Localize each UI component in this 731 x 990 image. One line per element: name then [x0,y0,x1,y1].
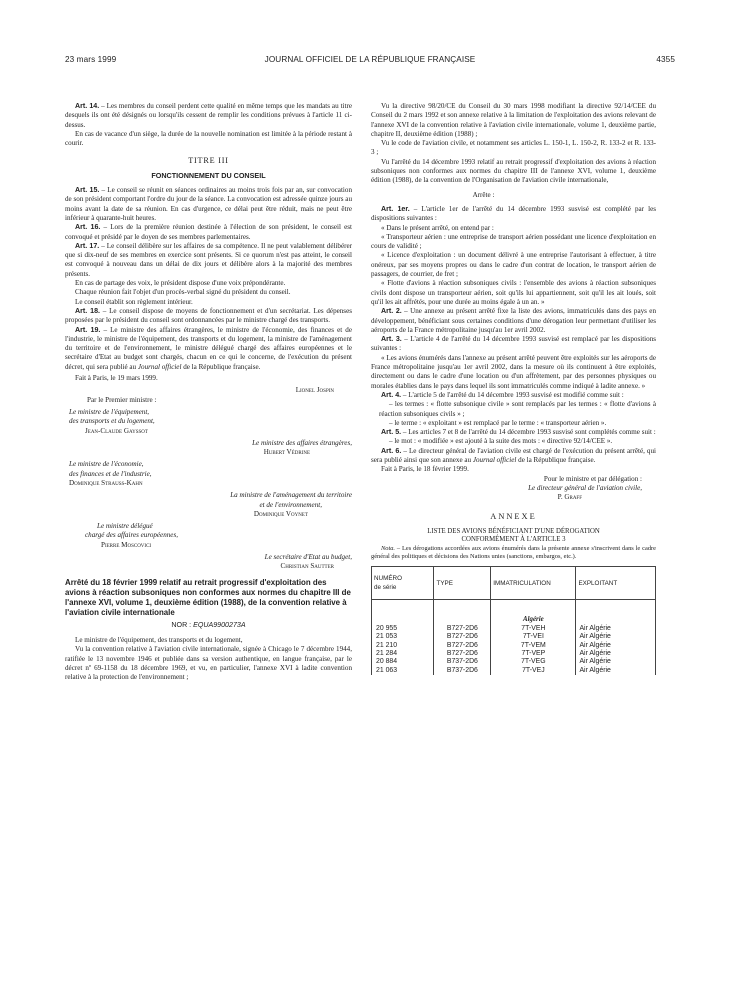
cell-immatriculation: 7T-VEM [491,642,576,650]
visa-convention: Vu la convention relative à l'aviation civile internationale, signée à Chicago le 7 décembre 1944, ratifiée le 13 novembre 1946 et publiée dans sa version authentique, en langue française, par le décret nº 69-1158 du 18 décembre 1969, et vu, en particulier, l'annexe XVI à ladite convention relative à la protection de l'environnement ; [65,645,352,682]
cell-type: B727-2D6 [434,633,491,641]
visa-ministre: Le ministre de l'équipement, des transports et du logement, [75,635,243,644]
cell-immatriculation: 7T-VEH [491,625,576,633]
cell-exploitant: Air Algérie [576,625,656,633]
cell-type: B727-2D6 [434,625,491,633]
signature-block-affaires-etrangeres: Le ministre des affaires étrangères, Hubert Védrine [252,438,352,457]
table-group-row [372,610,656,624]
art-6: Art. 6. – Le directeur général de l'aviation civile est chargé de l'exécution du présent arrêté, qui sera publié ainsi que son annexe au Journal officiel de la République française. [371,446,656,464]
right-column [371,102,656,675]
table-row [372,633,656,641]
col-header-immatriculation: IMMATRICULATION [491,567,576,600]
signature-jospin: Lionel Jospin [295,386,334,395]
arrete-label: Arrête : [472,190,495,199]
table-body [372,600,656,675]
art-1: Art. 1er. – L'article 1er de l'arrêté du 14 décembre 1993 susvisé est complété par les dispositions suivantes : [371,204,656,223]
left-column [65,102,352,682]
art-4-l2: – le terme : « exploitant » est remplacé par le terme : « transporteur aérien ». [389,418,607,427]
cell-type: B737-2D6 [434,658,491,666]
nor-reference: NOR : EQUA9900273A [171,620,246,629]
article-14-b: En cas de vacance d'un siège, la durée de la nouvelle nomination est limitée à la période restant à courir. [65,129,352,148]
header-page-number: 4355 [656,55,675,64]
art-1-q3: « Licence d'exploitation : un document délivré à une entreprise l'autorisant à effectuer, à titre onéreux, par ses moyens propres ou dans le cadre d'un contrat de location, le transport aérien de passagers, de courrier, de fret ; [371,251,656,279]
cell-type: B727-2D6 [434,642,491,650]
cell-exploitant: Air Algérie [576,658,656,666]
cell-numero: 21 284 [372,650,434,658]
article-15: Art. 15. – Le conseil se réunit en séances ordinaires au moins trois fois par an, sur convocation de son président comportant l'ordre du jour de la séance. La convocation est adressée quinze jours au moins avant la date de sa réunion. En cas d'urgence, ce délai peut être réduit, mais ne peut être inférieur à quarante-huit heures. [65,186,352,222]
fait-a-paris-2: Fait à Paris, le 18 février 1999. [381,465,469,474]
cell-exploitant: Air Algérie [576,642,656,650]
art-2: Art. 2. – Une annexe au présent arrêté fixe la liste des avions, immatriculés dans des pays en développement, bénéficiant sous certaines conditions d'une dérogation leur permettant d'utiliser les aéroports de la France métropolitaine jusqu'au 1er avril 2002. [371,307,657,334]
cell-exploitant: Air Algérie [576,650,656,658]
art-5: Art. 5. – Les articles 7 et 8 de l'arrêté du 14 décembre 1993 susvisé sont complétés comme suit : [381,428,656,437]
cell-type: B737-2D6 [434,667,491,675]
titre-heading: TITRE III [188,156,229,166]
cell-exploitant: Air Algérie [576,667,656,675]
visa-code: Vu le code de l'aviation civile, et notamment ses articles L. 150-1, L. 150-2, R. 133-2 et R. 133-3 ; [371,139,656,157]
cell-numero: 21 063 [372,667,434,675]
table-row [372,642,656,650]
article-17-b: En cas de partage des voix, le président dispose d'une voix prépondérante. [75,279,286,288]
header-journal-title: JOURNAL OFFICIEL DE LA RÉPUBLIQUE FRANÇAISE [264,55,476,64]
cell-type: B727-2D6 [434,650,491,658]
cell-numero: 20 955 [372,625,434,633]
table-row [372,650,656,658]
header-date: 23 mars 1999 [65,55,117,64]
art-5-l1: – le mot : « modifiée » est ajouté à la suite des mots : « directive 92/14/CEE ». [389,437,613,446]
cell-immatriculation: 7T-VEP [491,650,576,658]
art-1-q4: « Flotte d'avions à réaction subsoniques civils : l'ensemble des avions à réaction subsoniques civils dont dispose un transporteur aérien, soit qu'ils lui appartiennent, soit qu'il les ait loués, soit qu'il les ait affrétés, pour une durée au moins égale à un an. » [371,279,656,306]
visa-arrete-1993: Vu l'arrêté du 14 décembre 1993 relatif au retrait progressif d'exploitation des avions à réaction subsoniques non conformes aux normes du chapitre III de l'annexe XVI, volume 1, deuxième édition (1988), de la convention de l'Organisation de l'aviation civile internationale, [371,157,656,185]
cell-immatriculation: 7T-VEG [491,658,576,666]
derogation-table [371,566,656,675]
col-header-numero: NUMÉRO de série [372,567,434,600]
table-header-row [372,567,656,600]
arrete-title: Arrêté du 18 février 1999 relatif au retrait progressif d'exploitation des avions à réaction subsoniques non conformes aux normes du chapitre III de l'annexe XVI, volume 1, deuxième édition (1988), de la convention relative à l'aviation civile internationale [65,577,351,617]
art-1-q1: « Dans le présent arrêté, on entend par : [381,223,494,232]
article-19: Art. 19. – Le ministre des affaires étrangères, le ministre de l'économie, des finances et de l'industrie, le ministre de l'équipement, des transports et du logement, la ministre de l'aménagement du territoire et de l'environnement, le ministre délégué chargé des affaires européennes et le secrétaire d'Etat au budget sont chargés, chacun en ce qui le concerne, de l'exécution du présent décret, qui sera publié au Journal officiel de la République française. [65,325,352,371]
fait-a-paris: Fait à Paris, le 19 mars 1999. [75,374,158,383]
article-14: Art. 14. – Les membres du conseil perdent cette qualité en même temps que les mandats au titre desquels ils ont été désignés ou lorsqu'ils cessent de remplir les conditions prévues à l'article 11 ci-dessus. [65,102,352,129]
table-row [372,625,656,633]
article-18: Art. 18. – Le conseil dispose de moyens de fonctionnement et d'un secrétariat. Les dépenses proposées par le président du conseil sont ordonnancées par le ministre chargé des transports. [65,306,352,325]
annexe-note: Nota. – Les dérogations accordées aux avions énumérés dans la présente annexe s'inscrivent dans le cadre général des politiques et décisions des Nations unies (sanctions, embargos, etc.). [371,544,656,561]
visa-directive: Vu la directive 98/20/CE du Conseil du 30 mars 1998 modifiant la directive 92/14/CEE du Conseil du 2 mars 1992 et son annexe relative à la limitation de l'exploitation des avions relevant de l'annexe XVI de la convention relative à l'aviation civile internationale, volume 1, deuxième partie, chapitre II, deuxième édition (1988) ; [371,102,656,138]
article-17-d: Le conseil établit son règlement intérieur. [75,297,193,306]
cell-numero: 21 053 [372,633,434,641]
col-header-type: TYPE [434,567,491,600]
group-label: Algérie [491,610,576,624]
art-4-l1: – les termes : « flotte subsonique civile » sont remplacés par les termes : « flotte d'avions à réaction subsoniques civils » ; [379,400,656,418]
col-header-exploitant: EXPLOITANT [576,567,656,600]
art-1-q2: « Transporteur aérien : une entreprise de transport aérien possédant une licence d'exploitation en cours de validité ; [371,232,656,251]
cell-numero: 21 210 [372,642,434,650]
art-3: Art. 3. – L'article 4 de l'arrêté du 14 décembre 1993 susvisé est remplacé par les dispositions suivantes : [371,335,657,353]
article-17: Art. 17. – Le conseil délibère sur les affaires de sa compétence. Il ne peut valablement délibérer que si dix-neuf de ses membres en exercice sont présents. Si ce quorum n'est pas atteint, le conseil est convoqué à nouveau dans un délai de dix jours et délibère alors à la majorité des membres présents. [65,241,352,278]
signature-block-economie: Le ministre de l'économie, des finances et de l'industrie, Dominique Strauss-Kahn [69,460,152,487]
cell-immatriculation: 7T-VEJ [491,667,576,675]
cell-exploitant: Air Algérie [576,633,656,641]
article-16: Art. 16. – Lors de la première réunion destinée à l'élection de son président, le conseil est convoqué et présidé par le doyen de ses membres parlementaires. [65,223,352,241]
annexe-subtitle: LISTE DES AVIONS BÉNÉFICIANT D'UNE DÉROGATION CONFORMÉMENT À L'ARTICLE 3 [427,527,600,544]
signature-block-equipement: Le ministre de l'équipement, des transports et du logement, Jean-Claude Gayssot [69,407,155,435]
cell-immatriculation: 7T-VEI [491,633,576,641]
article-17-c: Chaque réunion fait l'objet d'un procès-verbal signé du président du conseil. [75,288,291,297]
art-4: Art. 4. – L'article 5 de l'arrêté du 14 décembre 1993 susvisé est modifié comme suit : [381,390,624,399]
table-row [372,658,656,666]
par-premier-ministre: Par le Premier ministre : [87,395,157,404]
signature-block-amenagement: La ministre de l'aménagement du territoire et de l'environnement, Dominique Voynet [230,491,352,518]
titre-subheading: FONCTIONNEMENT DU CONSEIL [151,170,266,180]
art-3-q: « Les avions énumérés dans l'annexe au présent arrêté peuvent être exploités sur les aéroports de France métropolitaine jusqu'au 1er avril 2002, dans la mesure où ils continuent à être exploités, directement ou dans le cadre d'une location ou d'un affrètement, par des personnes physiques ou morales établies dans le pays dans lequel ils sont immatriculés comme indiqué à ladite annexe. » [371,353,656,390]
table-row [372,667,656,675]
annexe-title: ANNEXE [490,512,537,522]
signature-block-affaires-europeennes: Le ministre délégué chargé des affaires européennes, Pierre Moscovici [85,522,178,549]
cell-numero: 20 884 [372,658,434,666]
signature-block-dgac: Pour le ministre et par délégation : Le directeur général de l'aviation civile, P. Graff [528,474,642,502]
signature-block-budget: Le secrétaire d'Etat au budget, Christian Sautter [264,553,352,571]
